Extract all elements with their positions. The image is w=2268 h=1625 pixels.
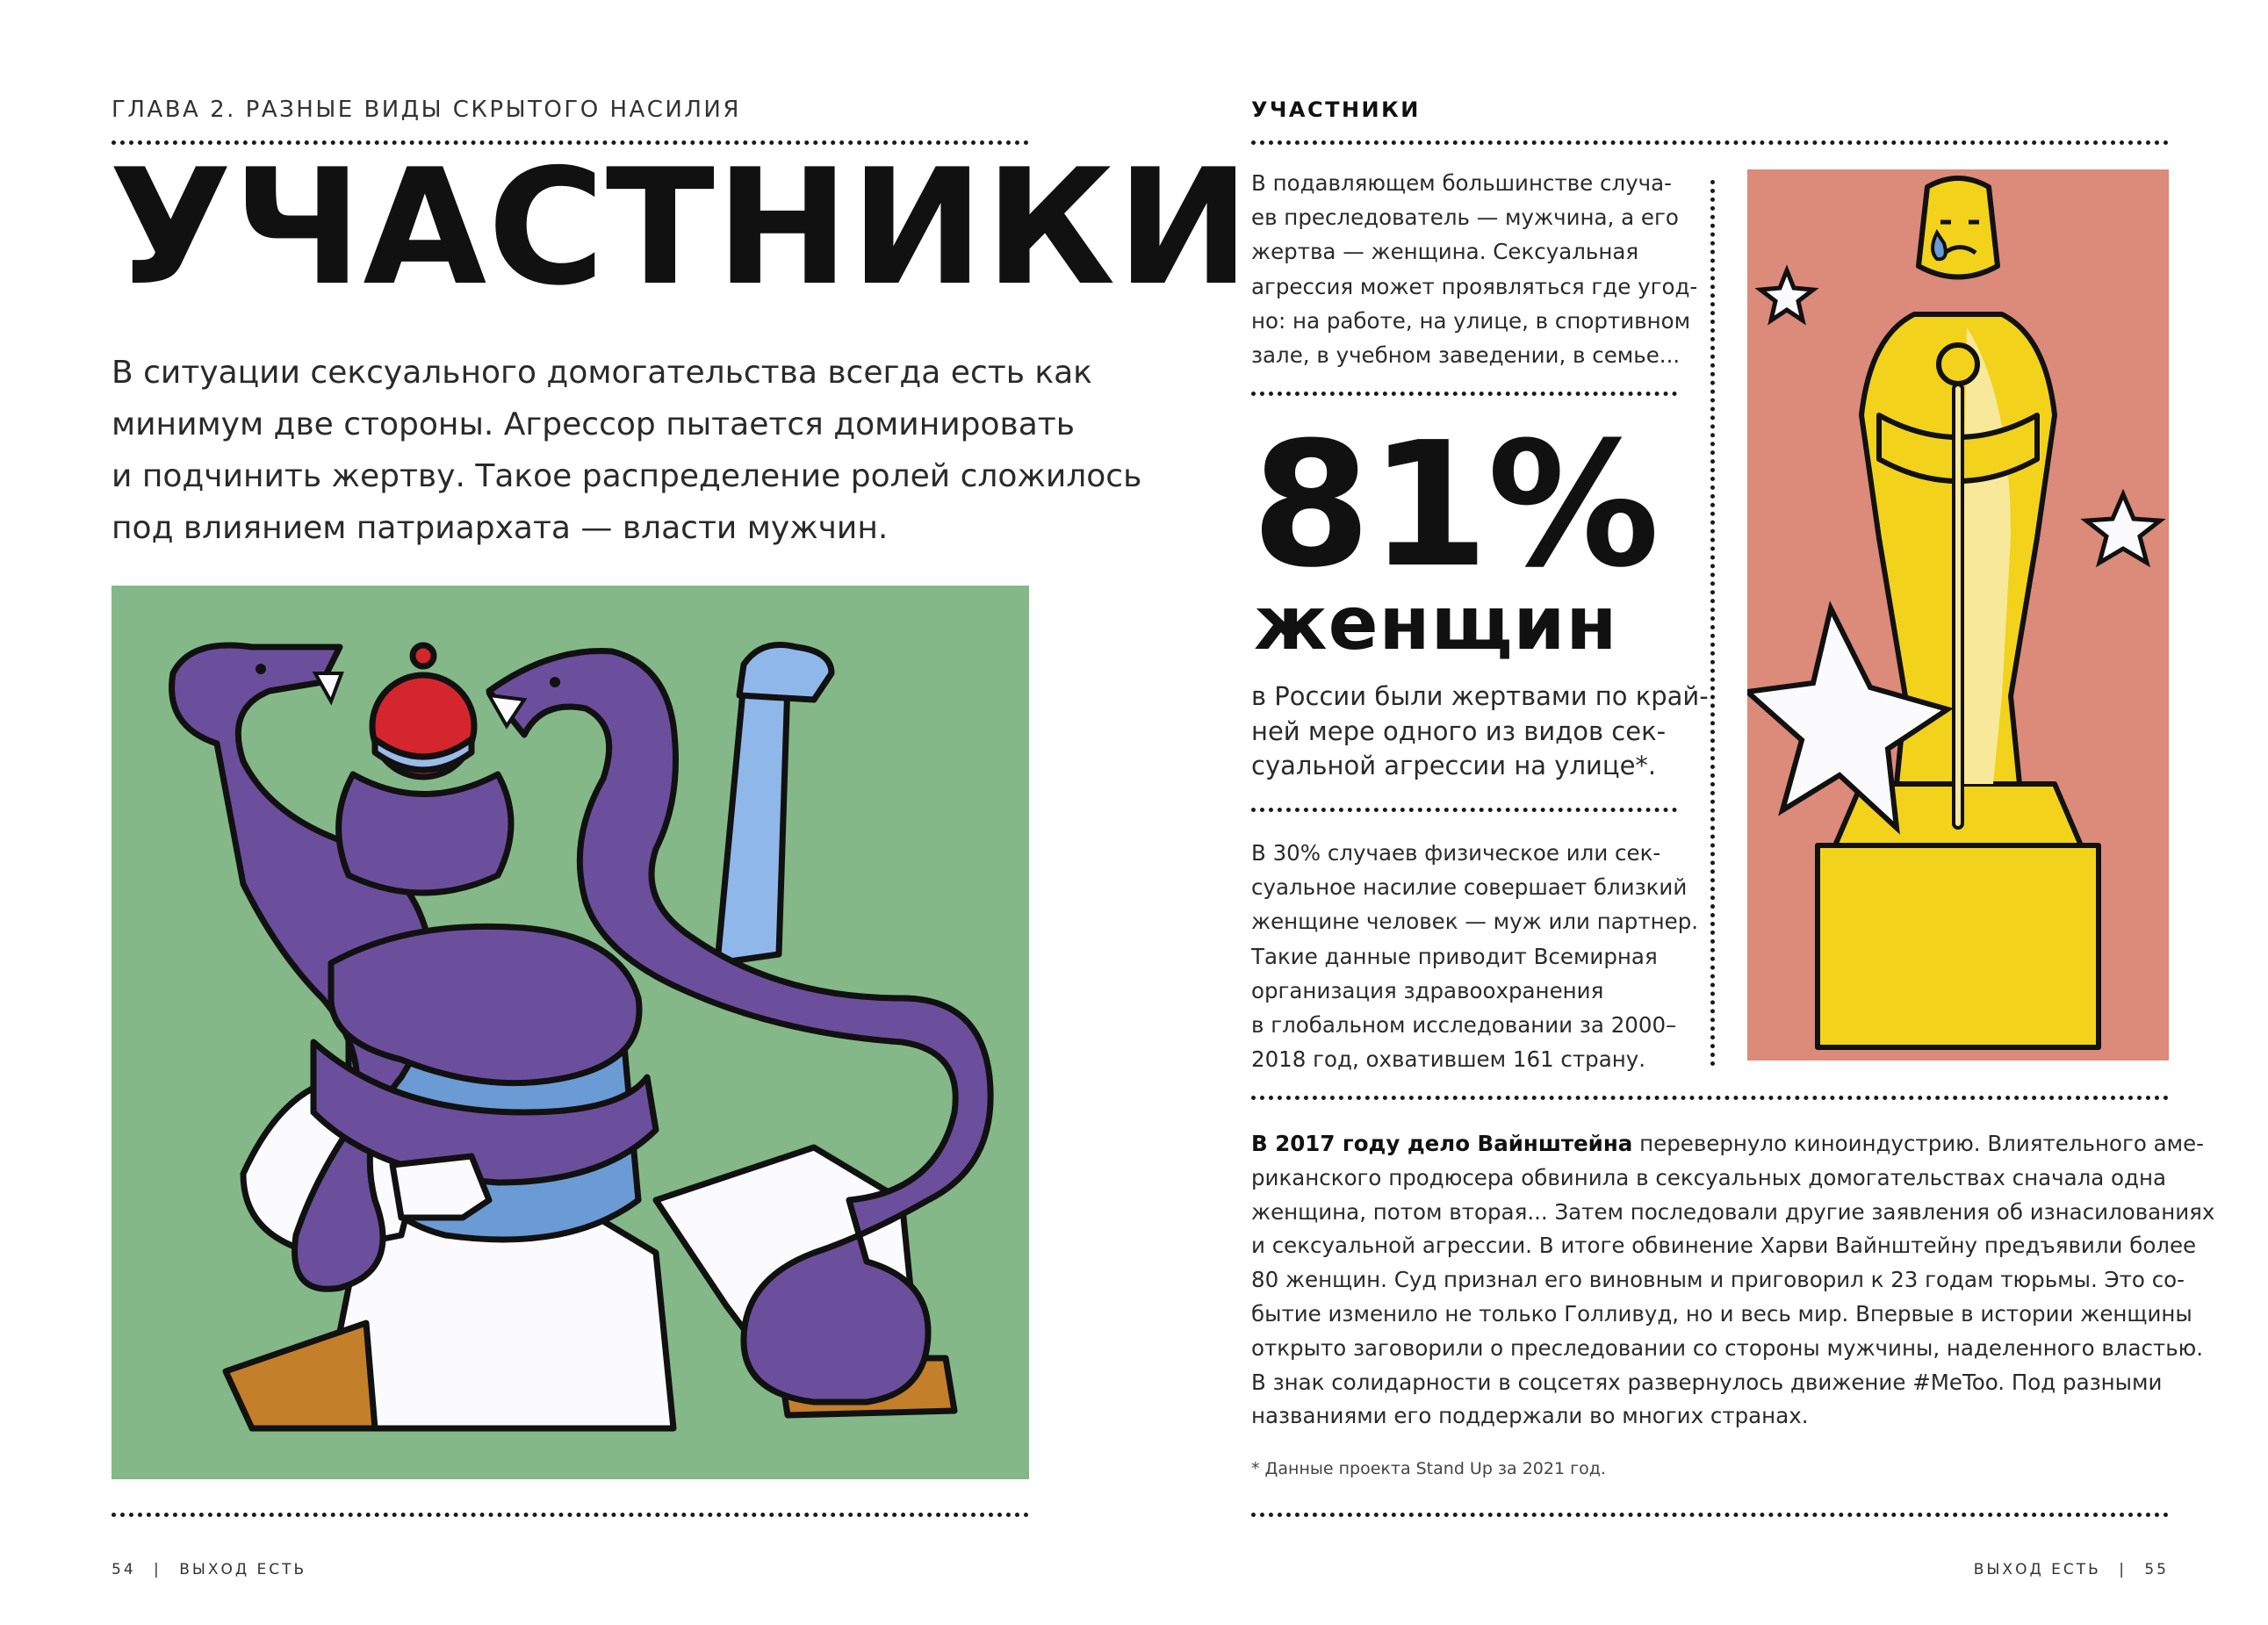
intro-line: жертва — женщина. Сексуальная [1251, 239, 1639, 265]
intro-line: зале, в учебном заведении, в семье... [1251, 342, 1681, 369]
weinstein-line: бытие изменило не только Голливуд, но и весь мир. Впервые в истории женщины [1251, 1300, 2192, 1327]
page-number: 55 [2144, 1561, 2169, 1578]
stat-description [1251, 679, 1709, 784]
who-line: в глобальном исследовании за 2000– [1251, 1012, 1677, 1039]
page-title: УЧАСТНИКИ [109, 134, 1251, 320]
book-title: ВЫХОД ЕСТЬ [179, 1561, 307, 1578]
chapter-header: ГЛАВА 2. РАЗНЫЕ ВИДЫ СКРЫТОГО НАСИЛИЯ [112, 97, 741, 123]
folio-separator: | [2119, 1561, 2127, 1578]
lead-line: минимум две стороны. Агрессор пытается доминировать [112, 406, 1075, 442]
lead-paragraph [112, 347, 1142, 554]
stat-rule [1251, 808, 1677, 812]
intro-rule [1251, 392, 1677, 396]
folio-separator: | [154, 1561, 162, 1578]
book-title: ВЫХОД ЕСТЬ [1973, 1561, 2101, 1578]
lead-line: В ситуации сексуального домогательства всегда есть как [112, 355, 1092, 391]
weinstein-bold-lead: В 2017 году дело Вайнштейна [1251, 1131, 1633, 1156]
who-line: организация здравоохранения [1251, 977, 1604, 1003]
stat-number: 81% [1251, 406, 1659, 606]
weinstein-line: женщина, потом вторая... Затем последовали другие заявления об изнасилованиях [1251, 1198, 2215, 1225]
snakes-kneeling-figure-illustration [112, 586, 1029, 1479]
weinstein-line [1251, 1127, 2205, 1161]
intro-paragraph [1251, 166, 1697, 372]
footer-rule-left [112, 1513, 1029, 1517]
weinstein-line: риканского продюсера обвинила в сексуальных домогательствах сначала одна [1251, 1164, 2167, 1190]
section-header: УЧАСТНИКИ [1251, 97, 1421, 122]
weinstein-line: и сексуальной агрессии. В итоге обвинение Харви Вайнштейну предъявили более [1251, 1233, 2197, 1259]
footer-rule-right [1251, 1513, 2169, 1517]
stat-description-line: суальной агрессии на улице*. [1251, 751, 1657, 780]
lead-line: под влиянием патриархата — власти мужчин. [112, 510, 889, 546]
intro-line: но: на работе, на улице, в спортивном [1251, 307, 1691, 334]
who-line: суальное насилие совершает близкий [1251, 874, 1688, 901]
intro-line: ев преследователь — мужчина, а его [1251, 205, 1679, 231]
who-paragraph [1251, 836, 1698, 1076]
who-line: женщине человек — муж или партнер. [1251, 909, 1699, 935]
who-line: В 30% случаев физическое или сек- [1251, 840, 1661, 866]
header-rule-right [1251, 140, 2169, 145]
weinstein-line-rest: перевернуло киноиндустрию. Влиятельного аме- [1632, 1131, 2205, 1156]
stat-description-line: ней мере одного из видов сек- [1251, 715, 1667, 746]
intro-line: В подавляющем большинстве случа- [1251, 170, 1672, 196]
weinstein-paragraph [1251, 1127, 2215, 1434]
section-rule [1251, 1096, 2169, 1100]
weinstein-line: 80 женщин. Суд признал его виновным и приговорил к 23 годам тюрьмы. Это со- [1251, 1267, 2185, 1293]
lead-line: и подчинить жертву. Такое распределение ролей сложилось [112, 458, 1142, 494]
who-line: 2018 год, охватившем 161 страну. [1251, 1046, 1646, 1073]
folio-right [1974, 1561, 2169, 1578]
footnote: * Данные проекта Stand Up за 2021 год. [1251, 1459, 1606, 1478]
who-line: Такие данные приводит Всемирная [1251, 943, 1658, 969]
weinstein-line: открыто заговорили о преследовании со стороны мужчины, наделенного властью. [1251, 1334, 2204, 1361]
folio-left [112, 1561, 306, 1578]
weinstein-line: В знак солидарности в соцсетях развернулось движение #MeToo. Под разными [1251, 1369, 2163, 1395]
page-number: 54 [112, 1561, 136, 1578]
stat-word: женщин [1254, 580, 1618, 666]
stat-description-line: в России были жертвами по край- [1251, 681, 1709, 711]
crying-oscar-statuette-illustration [1747, 169, 2169, 1061]
weinstein-line: названиями его поддержали во многих странах. [1251, 1403, 1809, 1429]
column-divider [1710, 180, 1715, 1067]
intro-line: агрессия может проявляться где угод- [1251, 273, 1698, 299]
